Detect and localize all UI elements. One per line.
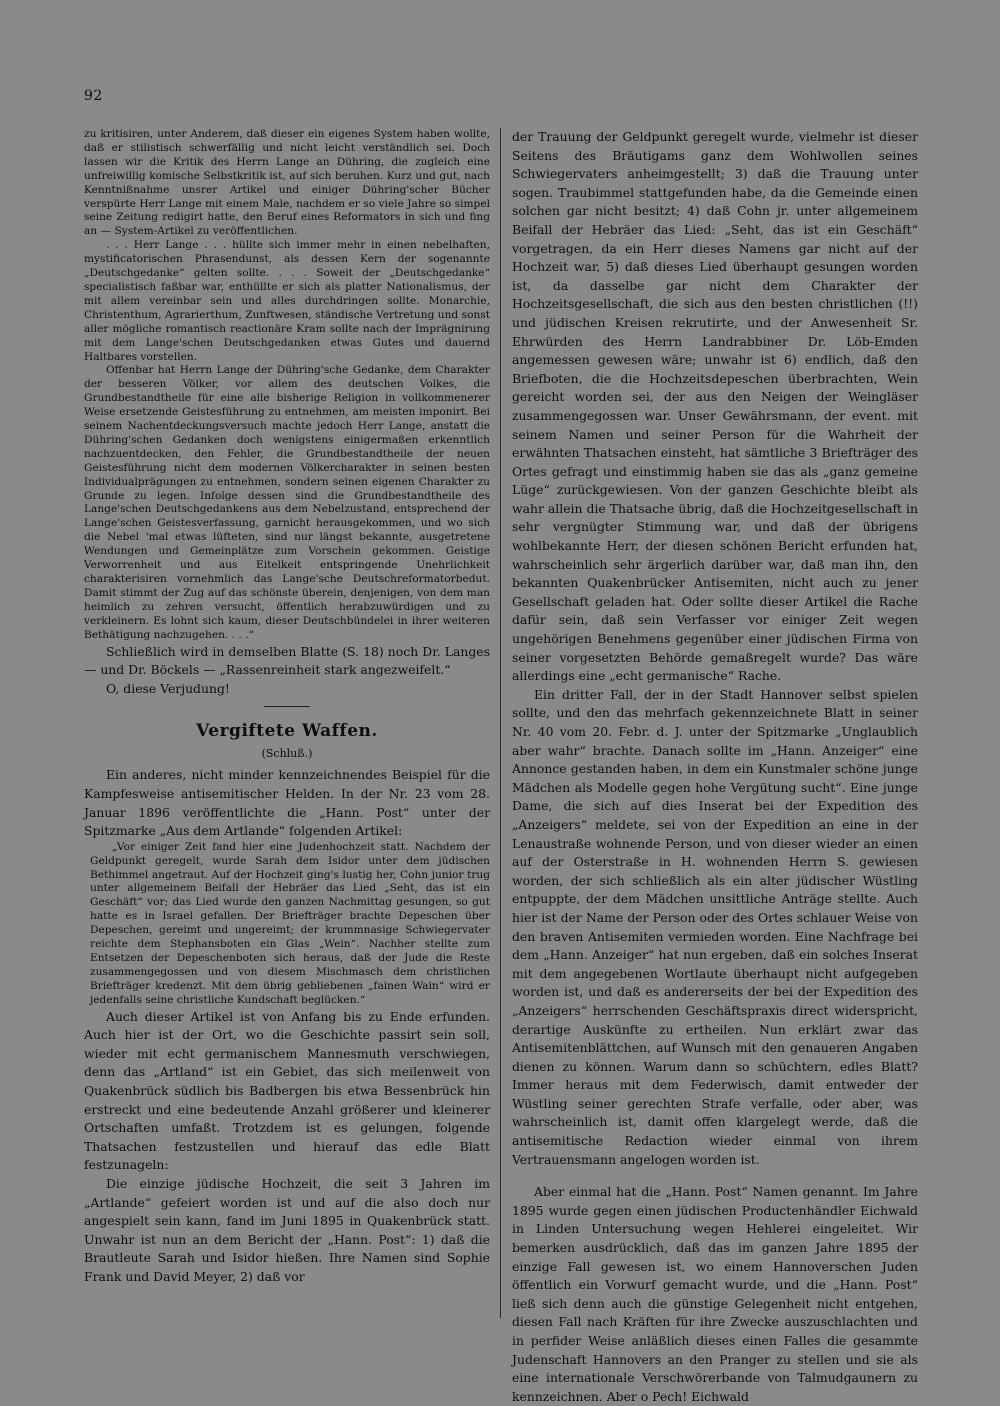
paragraph: Die einzige jüdische Hochzeit, die seit 3 Jahren im „Artlande“ gefeiert worden ist und auf die also doch nur angespielt sein kann, fand im Juni 1895 in Quakenbrück statt. Unwahr ist nun an dem Bericht der „Hann. Post“: 1) daß die Brautleute Sarah und Isidor hießen. Ihre Namen sind Sophie Frank und David Meyer, 2) daß vor: [84, 1175, 490, 1284]
column-divider: [500, 128, 501, 1318]
article-heading: Vergiftete Waffen.: [196, 721, 378, 742]
section-divider: [264, 706, 310, 707]
paragraph: Auch dieser Artikel ist von Anfang bis zu Ende erfunden. Auch hier ist der Ort, wo die Geschichte passirt sein soll, wieder mit echt germanischem Mannesmuth verschwiegen, denn das „Artland“ ist ein Gebiet, das sich meilenweit von Quakenbrück südlich bis Badbergen bis etwa Bessenbrück hin erstreckt und eine bedeutende Anzahl größerer und kleinerer Ortschaften umfaßt. Trotzdem ist es gelungen, folgende Thatsachen festzustellen und hierauf das edle Blatt festzunageln:: [84, 1008, 490, 1173]
paragraph: O, diese Verjudung!: [106, 680, 230, 696]
paragraph: zu kritisiren, unter Anderem, daß dieser ein eigenes System haben wollte, daß er stilistisch schwerfällig und nicht leicht verständlich sei. Doch lassen wir die Kritik des Herrn Lange an Dühring, die zugleich eine unfreiwillig komische Selbstkritik ist, auf sich beruhen. Kurz und gut, nach Kenntnißnahme unsrer Artikel und einiger Dühring'scher Bücher verspürte Herr Lange mit einem Male, nachdem er so viele Jahre so simpel seine Zeitung redigirt hatte, den Beruf eines Reformators in sich und fing an — System-Artikel zu veröffentlichen.: [84, 128, 490, 238]
paragraph: . . . Herr Lange . . . hüllte sich immer mehr in einen nebelhaften, mystificatorischen Phrasendunst, als dessen Kern der sogenannte „Deutschgedanke“ gelten sollte. . . . Soweit der „Deutschgedanke“ specialistisch faßbar war, enthüllte er sich als platter Nationalismus, der mit allem vereinbar sein und alles durchdringen sollte. Monarchie, Christenthum, Agrarierthum, Zunftwesen, ständische Vertretung und sonst aller mögliche romantisch reactionäre Kram sollte nach der Imprägnirung mit dem Lange'schen Deutschgedanken etwas Gutes und dauernd Haltbares vorstellen.: [84, 239, 490, 363]
page-number: 92: [84, 88, 103, 104]
paragraph: Schließlich wird in demselben Blatte (S. 18) noch Dr. Langes — und Dr. Böckels — „Rassenreinheit stark angezweifelt.“: [84, 643, 490, 678]
article-subheading: (Schluß.): [261, 747, 313, 761]
paragraph-gap: [512, 1169, 918, 1183]
paragraph: Ein dritter Fall, der in der Stadt Hannover selbst spielen sollte, und den das mehrfach gekennzeichnete Blatt in seiner Nr. 40 vom 20. Febr. d. J. unter der Spitzmarke „Unglaublich aber wahr“ brachte. Danach sollte im „Hann. Anzeiger“ eine Annonce gestanden haben, in dem ein Kunstmaler schöne junge Mädchen als Modelle gegen hohe Vergütung sucht“. Eine junge Dame, die sich auf dies Inserat bei der Expedition des „Anzeigers“ meldete, sei von der Expedition an eine in der Lenaustraße wohnende Person, und von dieser wieder an einen auf der Osterstraße in H. wohnenden Herrn S. gewiesen worden, der sich schließlich als ein alter jüdischer Wüstling entpuppte, der dem Mädchen unsittliche Anträge stellte. Auch hier ist der Name der Person oder des Ortes schlauer Weise von den braven Antisemiten vermieden worden. Eine Nachfrage bei dem „Hann. Anzeiger“ hat nun ergeben, daß ein solches Inserat mit dem angegebenen Wortlaute überhaupt nicht aufgegeben worden ist, und daß es andererseits der bei der Expedition des „Anzeigers“ herrschenden Geschäftspraxis direct widerspricht, derartige Auskünfte zu ertheilen. Nun erklärt zwar das Antisemitenblättchen, auf Wunsch mit den genaueren Angaben dienen zu können. Warum dann so schüchtern, edles Blatt? Immer heraus mit dem Federwisch, damit entweder der Wüstling seiner gerechten Strafe verfalle, oder aber, was wahrscheinlich ist, damit offen klargelegt werde, daß die antisemitische Redaction wieder einmal von ihrem Vertrauensmann angelogen worden ist.: [512, 686, 918, 1167]
paragraph: Ein anderes, nicht minder kennzeichnendes Beispiel für die Kampfesweise antisemitischer Helden. In der Nr. 23 vom 28. Januar 1896 veröffentlichte die „Hann. Post“ unter der Spitzmarke „Aus dem Artlande“ folgenden Artikel:: [84, 767, 490, 839]
paragraph: Aber einmal hat die „Hann. Post“ Namen genannt. Im Jahre 1895 wurde gegen einen jüdischen Productenhändler Eichwald in Linden Untersuchung wegen Hehlerei eingeleitet. Wir bemerken ausdrücklich, daß das im ganzen Jahre 1895 der einzige Fall gewesen ist, wo einem Hannoverschen Juden öffentlich ein Vorwurf gemacht wurde, und die „Hann. Post“ ließ sich denn auch die günstige Gelegenheit nicht entgehen, diesen Fall nach Kräften für ihre Zwecke auszuschlachten und in perfider Weise anläßlich dieses einen Falles die gesammte Judenschaft Hannovers an den Pranger zu stellen und sie als eine internationale Verschwörerbande von Talmudgaunern zu kennzeichnen. Aber o Pech! Eichwald: [512, 1184, 918, 1404]
paragraph: Offenbar hat Herrn Lange der Dühring'sche Gedanke, dem Charakter der besseren Völker, vor allem des deutschen Volkes, die Grundbestandtheile für eine alle bisherige Religion in vollkommenerer Weise ersetzende Geistesführung zu entnehmen, am meisten imponirt. Bei seinem Nachentdeckungsversuch machte jedoch Herr Lange, anstatt die Dühring'schen Gedanken doch wenigstens einigermaßen erkenntlich nachzuentdecken, den Fehler, die Grundbestandtheile der neuen Geistesführung nicht dem modernen Völkercharakter in seinen besten Individualprägungen zu entnehmen, sondern seinen eigenen Charakter zu Grunde zu legen. Infolge dessen sind die Grundbestandtheile des Lange'schen Deutschgedankens aus dem Nebelzustand, entsprechend der Lange'schen Geistesverfassung, garnicht herausgekommen, und wo sich die Nebel 'mal etwas lüfteten, sind nur längst bekannte, ausgetretene Wendungen und Gemeinplätze zum Vorschein gekommen. Geistige Verworrenheit und aus Eitelkeit entspringende Unehrlichkeit charakterisiren vornehmlich das Lange'sche Deutschreformatorbedut. Damit stimmt der Zug auf das schönste überein, denjenigen, von dem man heimlich zu zehren versucht, öffentlich herabzuwürdigen und zu verkleinern. Es lohnt sich kaum, dieser Deutschbündelei in ihrer weiteren Bethätigung nachzugehen. . . .“: [84, 364, 490, 641]
left-column: [84, 128, 490, 1357]
paragraph: der Trauung der Geldpunkt geregelt wurde, vielmehr ist dieser Seitens des Bräutigams ganz dem Wohlwollen seines Schwiegervaters anheimgestellt; 3) daß die Trauung unter sogen. Traubimmel stattgefunden habe, da die Gemeinde einen solchen gar nicht besitzt; 4) daß Cohn jr. unter allgemeinem Beifall der Hebräer das Lied: „Seht, das ist ein Geschäft“ vorgetragen, da ein Herr dieses Namens gar nicht auf der Hochzeit war, 5) daß dieses Lied überhaupt gesungen worden ist, da dasselbe gar nicht dem Charakter der Hochzeitsgesellschaft, die sich aus den besten christlichen (!!) und jüdischen Kreisen rekrutirte, und der Anwesenheit Sr. Ehrwürden des Herrn Landrabbiner Dr. Löb-Emden angemessen gewesen wäre; unwahr ist 6) endlich, daß den Briefboten, die die Hochzeitsdepeschen überbrachten, Wein gereicht worden sei, der aus den Neigen der Weingläser zusammengegossen war. Unser Gewährsmann, der event. mit seinem Namen und seiner Person für die Wahrheit der erwähnten Thatsachen einsteht, hat sämtliche 3 Briefträger des Ortes gefragt und einstimmig haben sie das als „ganz gemeine Lüge“ zurückgewiesen. Von der ganzen Geschichte bleibt als wahr allein die Thatsache übrig, daß die Hochzeitgesellschaft in sehr vergnügter Stimmung war, und daß der übrigens wohlbekannte Herr, der diesen schönen Bericht erfunden hat, wahrscheinlich sehr ärgerlich darüber war, daß man ihn, den bekannten Quakenbrücker Antisemiten, nicht auch zu jener Gesellschaft geladen hat. Oder sollte dieser Artikel die Rache dafür sein, daß sein Verfasser vor einiger Zeit wegen ungehörigen Benehmens gegenüber einer jüdischen Firma von seiner vorgesetzten Behörde gemaßregelt wurde? Das wäre allerdings eine „echt germanische“ Rache.: [512, 129, 918, 684]
right-column: [512, 128, 918, 1404]
quoted-article: „Vor einiger Zeit fand hier eine Judenhochzeit statt. Nachdem der Geldpunkt geregelt, wurde Sarah dem Isidor unter dem jüdischen Bethimmel angetraut. Auf der Hochzeit ging's lustig her, Cohn junior trug unter allgemeinem Beifall der Hebräer das Lied „Seht, das ist ein Geschäft“ vor; das Lied wurde den ganzen Nachmittag gesungen, so gut hatte es in Israel gefallen. Der Briefträger brachte Depeschen über Depeschen, gereimt und ungereimt; der krummnasige Schwiegervater reichte dem Stephansboten ein Glas „Wein“. Nachher stellte zum Entsetzen der Depeschenboten sich heraus, daß der Jude die Reste zusammengegossen und von diesem Mischmasch dem christlichen Briefträger kredenzt. Mit dem übrig gebliebenen „fainen Wain“ wird er jedenfalls seine christliche Kundschaft beglücken.“: [90, 840, 490, 1006]
